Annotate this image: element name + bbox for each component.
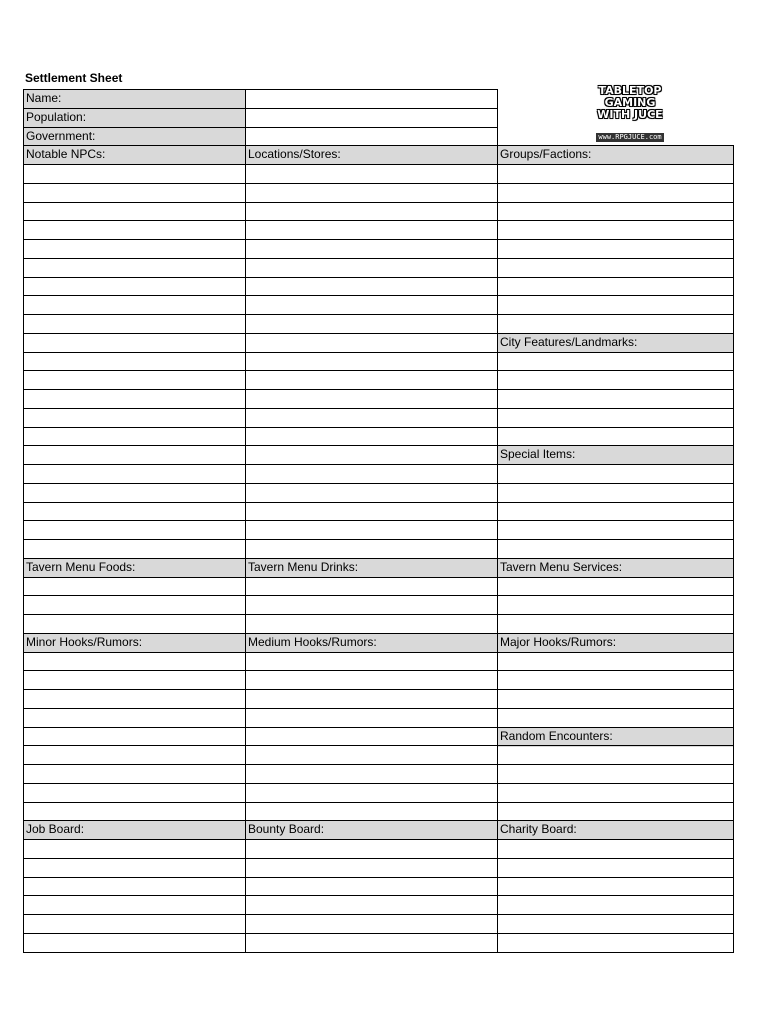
- entry-cell[interactable]: [497, 595, 734, 615]
- section-header-random-encounters: Random Encounters:: [497, 727, 734, 747]
- entry-cell[interactable]: [23, 539, 245, 559]
- entry-cell[interactable]: [23, 933, 245, 953]
- entry-cell[interactable]: [23, 370, 245, 390]
- entry-cell[interactable]: [23, 670, 245, 690]
- entry-cell[interactable]: [245, 239, 497, 259]
- field-value-name[interactable]: [245, 89, 498, 109]
- entry-cell[interactable]: [497, 539, 734, 559]
- entry-cell[interactable]: [245, 333, 497, 353]
- entry-cell[interactable]: [23, 445, 245, 465]
- entry-cell[interactable]: [497, 914, 734, 934]
- entry-cell[interactable]: [23, 727, 245, 747]
- entry-cell[interactable]: [23, 877, 245, 897]
- entry-cell[interactable]: [23, 802, 245, 822]
- logo-text-line2: GAMING: [604, 96, 656, 109]
- entry-cell[interactable]: [23, 783, 245, 803]
- section-header-special-items: Special Items:: [497, 445, 734, 465]
- entry-cell[interactable]: [245, 502, 497, 522]
- entry-cell[interactable]: [497, 370, 734, 390]
- entry-cell[interactable]: [497, 652, 734, 672]
- entry-cell[interactable]: [245, 445, 497, 465]
- entry-cell[interactable]: [245, 408, 497, 428]
- sheet-title: Settlement Sheet: [25, 71, 123, 85]
- entry-cell[interactable]: [245, 389, 497, 409]
- section-header-major-hooks: Major Hooks/Rumors:: [497, 633, 734, 653]
- entry-cell[interactable]: [497, 783, 734, 803]
- entry-cell[interactable]: [23, 708, 245, 728]
- field-value-government[interactable]: [245, 127, 498, 147]
- entry-cell[interactable]: [497, 239, 734, 259]
- entry-cell[interactable]: [245, 202, 497, 222]
- entry-cell[interactable]: [23, 577, 245, 597]
- entry-cell[interactable]: [245, 802, 497, 822]
- entry-cell[interactable]: [23, 183, 245, 203]
- entry-cell[interactable]: [23, 595, 245, 615]
- entry-cell[interactable]: [245, 670, 497, 690]
- entry-cell[interactable]: [497, 183, 734, 203]
- entry-cell[interactable]: [23, 202, 245, 222]
- entry-cell[interactable]: [245, 295, 497, 315]
- entry-cell[interactable]: [497, 164, 734, 184]
- entry-cell[interactable]: [497, 277, 734, 297]
- field-label-name: Name:: [23, 89, 245, 109]
- entry-cell[interactable]: [497, 839, 734, 859]
- entry-cell[interactable]: [23, 258, 245, 278]
- entry-cell[interactable]: [497, 408, 734, 428]
- entry-cell[interactable]: [245, 595, 497, 615]
- entry-cell[interactable]: [23, 220, 245, 240]
- entry-cell[interactable]: [497, 745, 734, 765]
- entry-cell[interactable]: [245, 277, 497, 297]
- section-header-city-features: City Features/Landmarks:: [497, 333, 734, 353]
- entry-cell[interactable]: [497, 502, 734, 522]
- entry-cell[interactable]: [245, 858, 497, 878]
- section-header-job-board: Job Board:: [23, 820, 245, 840]
- entry-cell[interactable]: [23, 389, 245, 409]
- entry-cell[interactable]: [23, 895, 245, 915]
- entry-cell[interactable]: [245, 895, 497, 915]
- entry-cell[interactable]: [497, 483, 734, 503]
- entry-cell[interactable]: [23, 689, 245, 709]
- entry-cell[interactable]: [245, 520, 497, 540]
- entry-cell[interactable]: [245, 427, 497, 447]
- entry-cell[interactable]: [23, 464, 245, 484]
- entry-cell[interactable]: [23, 483, 245, 503]
- entry-cell[interactable]: [497, 858, 734, 878]
- section-header-tavern-services: Tavern Menu Services:: [497, 558, 734, 578]
- entry-cell[interactable]: [497, 314, 734, 334]
- field-value-population[interactable]: [245, 108, 498, 128]
- entry-cell[interactable]: [497, 520, 734, 540]
- entry-cell[interactable]: [23, 858, 245, 878]
- entry-cell[interactable]: [245, 689, 497, 709]
- entry-cell[interactable]: [245, 183, 497, 203]
- entry-cell[interactable]: [245, 727, 497, 747]
- entry-cell[interactable]: [245, 370, 497, 390]
- logo-url: www.RPGJUCE.com: [596, 133, 664, 142]
- entry-cell[interactable]: [23, 295, 245, 315]
- entry-cell[interactable]: [497, 933, 734, 953]
- entry-cell[interactable]: [23, 352, 245, 372]
- entry-cell[interactable]: [23, 614, 245, 634]
- entry-cell[interactable]: [23, 314, 245, 334]
- entry-cell[interactable]: [23, 239, 245, 259]
- entry-cell[interactable]: [497, 689, 734, 709]
- entry-cell[interactable]: [245, 745, 497, 765]
- entry-cell[interactable]: [245, 764, 497, 784]
- entry-cell[interactable]: [23, 427, 245, 447]
- section-header-tavern-drinks: Tavern Menu Drinks:: [245, 558, 497, 578]
- field-label-population: Population:: [23, 108, 245, 128]
- entry-cell[interactable]: [497, 670, 734, 690]
- entry-cell[interactable]: [497, 202, 734, 222]
- entry-cell[interactable]: [23, 164, 245, 184]
- entry-cell[interactable]: [497, 802, 734, 822]
- logo-text-line1: TABLETOP: [598, 84, 662, 97]
- entry-cell[interactable]: [497, 614, 734, 634]
- entry-cell[interactable]: [23, 408, 245, 428]
- section-header-charity-board: Charity Board:: [497, 820, 734, 840]
- entry-cell[interactable]: [245, 258, 497, 278]
- grid-bottom-border: [23, 952, 734, 953]
- entry-cell[interactable]: [497, 295, 734, 315]
- entry-cell[interactable]: [497, 258, 734, 278]
- entry-cell[interactable]: [245, 877, 497, 897]
- section-header-minor-hooks: Minor Hooks/Rumors:: [23, 633, 245, 653]
- entry-cell[interactable]: [497, 764, 734, 784]
- entry-cell[interactable]: [497, 352, 734, 372]
- section-header-locations-stores: Locations/Stores:: [245, 145, 497, 165]
- entry-cell[interactable]: [23, 333, 245, 353]
- entry-cell[interactable]: [245, 464, 497, 484]
- entry-cell[interactable]: [497, 427, 734, 447]
- entry-cell[interactable]: [23, 502, 245, 522]
- entry-cell[interactable]: [497, 708, 734, 728]
- entry-cell[interactable]: [497, 895, 734, 915]
- field-label-government: Government:: [23, 127, 245, 147]
- entry-cell[interactable]: [245, 839, 497, 859]
- section-header-bounty-board: Bounty Board:: [245, 820, 497, 840]
- entry-cell[interactable]: [497, 464, 734, 484]
- entry-cell[interactable]: [245, 783, 497, 803]
- entry-cell[interactable]: [245, 652, 497, 672]
- entry-cell[interactable]: [245, 914, 497, 934]
- entry-cell[interactable]: [245, 614, 497, 634]
- entry-cell[interactable]: [497, 220, 734, 240]
- entry-cell[interactable]: [23, 520, 245, 540]
- entry-cell[interactable]: [245, 577, 497, 597]
- entry-cell[interactable]: [245, 483, 497, 503]
- entry-cell[interactable]: [23, 652, 245, 672]
- entry-cell[interactable]: [23, 277, 245, 297]
- entry-cell[interactable]: [497, 577, 734, 597]
- entry-cell[interactable]: [23, 914, 245, 934]
- entry-cell[interactable]: [245, 164, 497, 184]
- entry-cell[interactable]: [23, 839, 245, 859]
- entry-cell[interactable]: [245, 352, 497, 372]
- entry-cell[interactable]: [23, 745, 245, 765]
- entry-cell[interactable]: [245, 314, 497, 334]
- entry-cell[interactable]: [23, 764, 245, 784]
- section-header-groups-factions: Groups/Factions:: [497, 145, 734, 165]
- entry-cell[interactable]: [245, 933, 497, 953]
- entry-cell[interactable]: [245, 708, 497, 728]
- entry-cell[interactable]: [245, 539, 497, 559]
- entry-cell[interactable]: [497, 877, 734, 897]
- section-header-medium-hooks: Medium Hooks/Rumors:: [245, 633, 497, 653]
- entry-cell[interactable]: [497, 389, 734, 409]
- logo-text-line3: WITH JUCE: [597, 108, 663, 121]
- section-header-tavern-foods: Tavern Menu Foods:: [23, 558, 245, 578]
- section-header-notable-npcs: Notable NPCs:: [23, 145, 245, 165]
- entry-cell[interactable]: [245, 220, 497, 240]
